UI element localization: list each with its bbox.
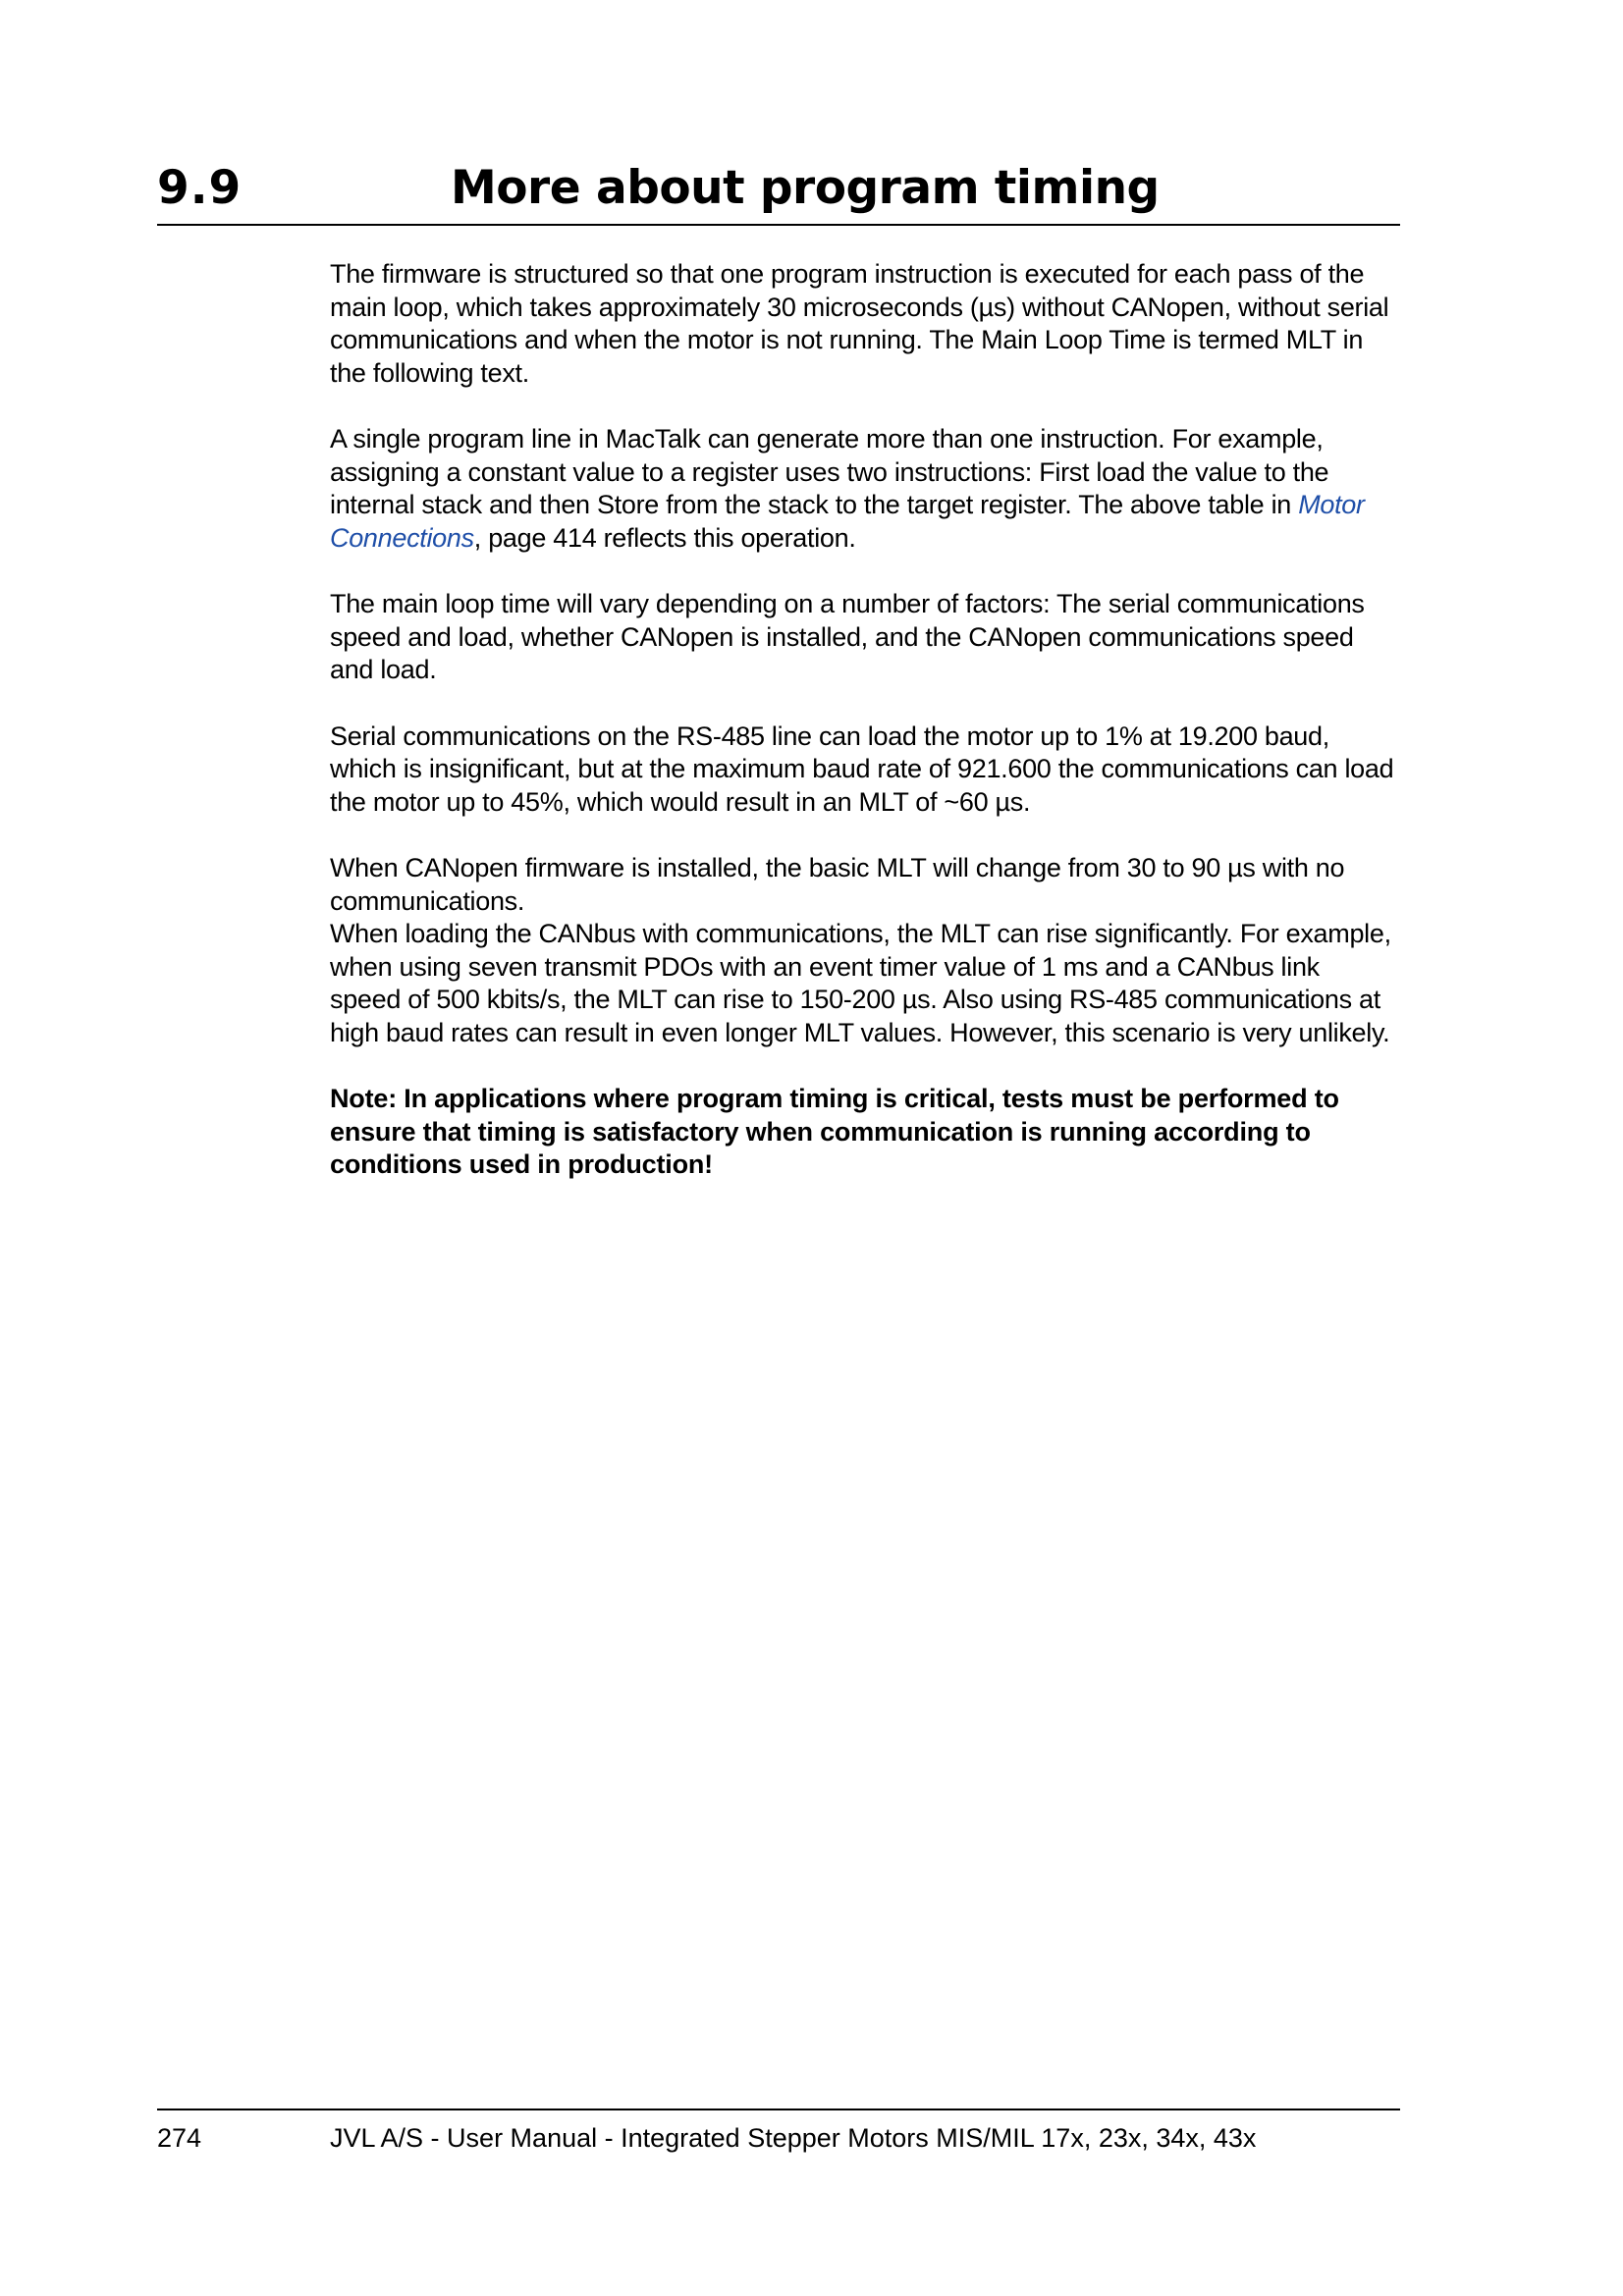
timing-note: Note: In applications where program timing is critical, tests must be performed to ensure that timing is satisfactory when communication is running according to conditions used in production! xyxy=(330,1084,1339,1179)
paragraph-canbus-loading: When loading the CANbus with communications, the MLT can rise significantly. For example, when using seven transmit PDOs with an event timer value of 1 ms and a CANbus link speed of 500 kbits/s, the MLT can rise to 150-200 µs. Also using RS-485 communications at high baud rates can result in even longer MLT values. However, this scenario is very unlikely. xyxy=(330,919,1391,1047)
section-title: More about program timing xyxy=(451,161,1160,215)
section-body xyxy=(330,258,1396,1215)
paragraph-program-line-text: A single program line in MacTalk can generate more than one instruction. For example, assigning a constant value to a register uses two instructions: First load the value to the internal stack and then Store from the stack to the target register. The above table in xyxy=(330,424,1329,519)
footer-document-title: JVL A/S - User Manual - Integrated Stepper Motors MIS/MIL 17x, 23x, 34x, 43x xyxy=(330,2123,1257,2153)
paragraph-main-loop-factors: The main loop time will vary depending on a number of factors: The serial communications speed and load, whether CANopen is installed, and the CANopen communications speed and load. xyxy=(330,589,1365,684)
footer-divider xyxy=(157,2109,1400,2110)
paragraph-canopen-firmware: When CANopen firmware is installed, the basic MLT will change from 30 to 90 µs with no communications. xyxy=(330,853,1345,916)
section-number: 9.9 xyxy=(157,161,243,215)
section-header xyxy=(157,155,1400,226)
paragraph-firmware-structure: The firmware is structured so that one program instruction is executed for each pass of the main loop, which takes approximately 30 microseconds (µs) without CANopen, without serial communications and when the motor is not running. The Main Loop Time is termed MLT in the following text. xyxy=(330,259,1389,388)
paragraph-serial-communications: Serial communications on the RS-485 line can load the motor up to 1% at 19.200 baud, which is insignificant, but at the maximum baud rate of 921.600 the communications can load the motor up to 45%, which would result in an MLT of ~60 µs. xyxy=(330,721,1394,817)
paragraph-program-line xyxy=(330,423,1396,555)
motor-connections-link[interactable]: Motor Connections xyxy=(330,490,1365,553)
paragraph-program-line-tail: , page 414 reflects this operation. xyxy=(473,522,856,553)
page-number: 274 xyxy=(157,2123,202,2153)
